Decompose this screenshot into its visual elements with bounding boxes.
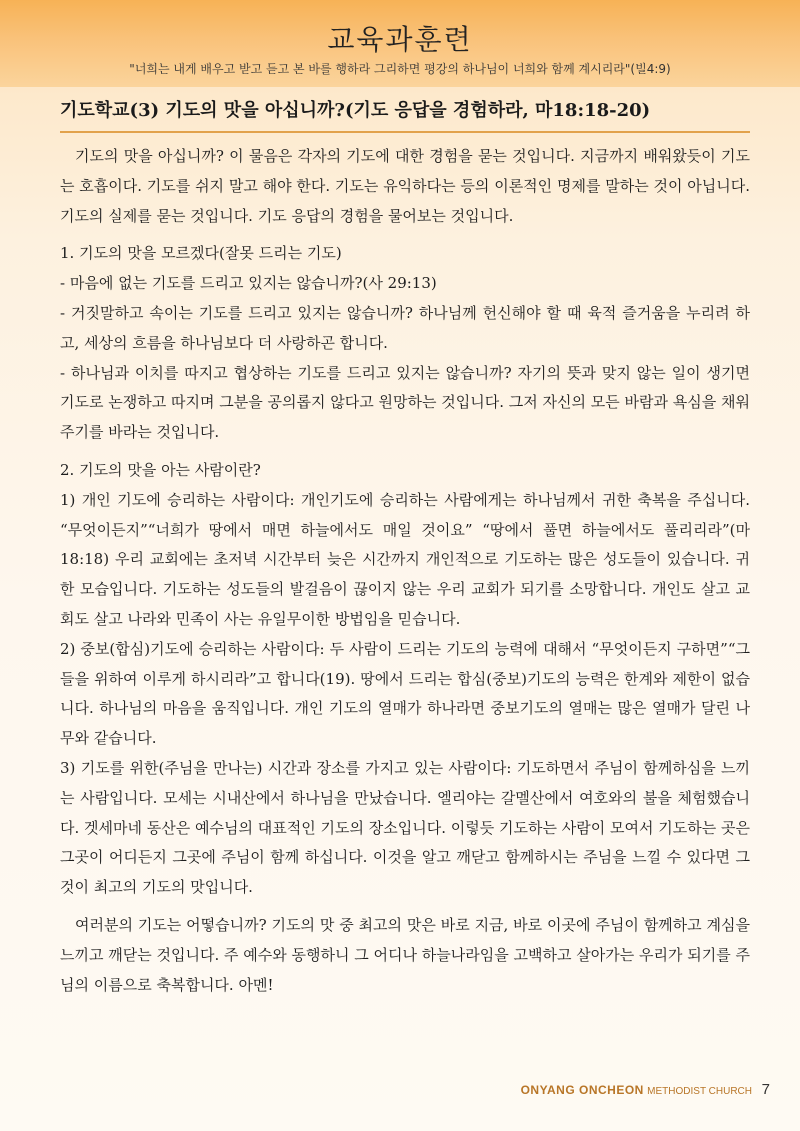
section2-item: 3) 기도를 위한(주님을 만나는) 시간과 장소를 가지고 있는 사람이다: 기도하면서 주님이 함께하심을 느끼는 사람입니다. 모세는 시내산에서 하나님을 만났습니다. 엘리야는 갈멜산에서 여호와의 불을 체험했습니다. 겟세마네 동산은 예수님의 대표적인 기도의 장소입니다. 이렇듯 기도하는 사람이 모여서 기도하는 곳은 그곳이 어디든지 그곳에 주님이 함께 하십니다. 이것을 알고 깨닫고 함께하시는 주님을 느낄 수 있다면 그것이 최고의 기도의 맛입니다. bbox=[60, 758, 750, 897]
section1-heading: 1. 기도의 맛을 모르겠다(잘못 드리는 기도) bbox=[60, 244, 342, 263]
section2-heading: 2. 기도의 맛을 아는 사람이란? bbox=[60, 460, 261, 479]
section2-item: 2) 중보(합심)기도에 승리하는 사람이다: 두 사람이 드리는 기도의 능력에 대해서 “무엇이든지 구하면”“그들을 위하여 이루게 하시리라”고 합니다(19). 땅에서 드리는 합심(중보)기도의 능력은 한계와 제한이 없습니다. 하나님의 마음을 움직입니다. 개인 기도의 열매가 하나라면 중보기도의 열매는 많은 열매가 달린 나무와 같습니다. bbox=[60, 639, 750, 748]
section2-item: 1) 개인 기도에 승리하는 사람이다: 개인기도에 승리하는 사람에게는 하나님께서 귀한 축복을 주십니다. “무엇이든지”“너희가 땅에서 매면 하늘에서도 매일 것이요” “땅에서 풀면 하늘에서도 풀리리라”(마18:18) 우리 교회에는 초저녁 시간부터 늦은 시간까지 개인적으로 기도하는 많은 성도들이 있습니다. 귀한 모습입니다. 기도하는 성도들의 발걸음이 끊이지 않는 우리 교회가 되기를 소망합니다. 개인도 살고 교회도 살고 나라와 민족이 사는 유일무이한 방법임을 믿습니다. bbox=[60, 490, 750, 628]
intro-paragraph: 기도의 맛을 아십니까? 이 물음은 각자의 기도에 대한 경험을 묻는 것입니다. 지금까지 배워왔듯이 기도는 호흡이다. 기도를 쉬지 말고 해야 한다. 기도는 유익하다는 등의 이론적인 명제를 말하는 것이 아닙니다. 기도의 실제를 묻는 것입니다. 기도 응답의 경험을 물어보는 것입니다. bbox=[60, 147, 750, 225]
section1-item: - 거짓말하고 속이는 기도를 드리고 있지는 않습니까? 하나님께 헌신해야 할 때 육적 즐거움을 누리려 하고, 세상의 흐름을 하나님보다 더 사랑하곤 합니다. bbox=[60, 303, 750, 352]
church-name-suffix: METHODIST CHURCH bbox=[647, 1086, 752, 1097]
article-body bbox=[60, 142, 750, 1000]
section-title: 교육과훈련 bbox=[327, 23, 473, 56]
conclusion-paragraph: 여러분의 기도는 어떻습니까? 기도의 맛 중 최고의 맛은 바로 지금, 바로 이곳에 주님이 함께하고 계심을 느끼고 깨닫는 것입니다. 주 예수와 동행하니 그 어디나 하늘나라임을 고백하고 살아가는 우리가 되기를 주님의 이름으로 축복합니다. 아멘! bbox=[60, 915, 750, 994]
section1-item: - 하나님과 이치를 따지고 협상하는 기도를 드리고 있지는 않습니까? 자기의 뜻과 맞지 않는 일이 생기면 기도로 논쟁하고 따지며 그분을 공의롭지 않다고 원망하는 것입니다. 그저 자신의 모든 바람과 욕심을 채워주기를 바라는 것입니다. bbox=[60, 363, 750, 442]
header-band bbox=[0, 0, 800, 87]
article-title: 기도학교(3) 기도의 맛을 아십니까?(기도 응답을 경험하라, 마18:18-20) bbox=[60, 96, 750, 133]
section1-item: - 마음에 없는 기도를 드리고 있지는 않습니까?(사 29:13) bbox=[60, 274, 437, 293]
header-verse: "너희는 내게 배우고 받고 듣고 본 바를 행하라 그리하면 평강의 하나님이 너희와 함께 계시리라"(빌4:9) bbox=[129, 62, 671, 76]
article bbox=[60, 96, 750, 1000]
page-number: 7 bbox=[761, 1081, 770, 1098]
church-name-main: ONYANG ONCHEON bbox=[520, 1083, 644, 1097]
church-name bbox=[521, 1083, 752, 1097]
